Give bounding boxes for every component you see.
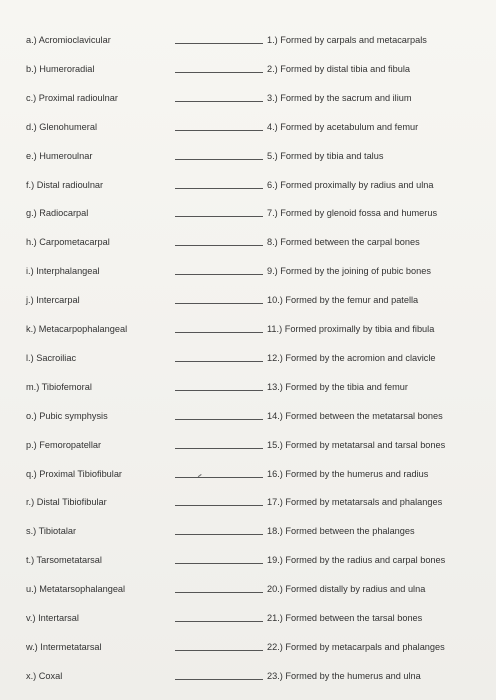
- matching-row: [0, 550, 496, 570]
- joint-term: d.) Glenohumeral: [26, 121, 97, 132]
- joint-definition: 22.) Formed by metacarpals and phalanges: [267, 641, 445, 652]
- joint-definition: 2.) Formed by distal tibia and fibula: [267, 63, 410, 74]
- matching-row: [0, 232, 496, 252]
- joint-term: e.) Humeroulnar: [26, 150, 93, 161]
- joint-definition: 11.) Formed proximally by tibia and fibula: [267, 324, 435, 334]
- joint-definition: 15.) Formed by metatarsal and tarsal bones: [267, 439, 446, 450]
- matching-row: [0, 608, 496, 628]
- joint-definition: 23.) Formed by the humerus and ulna: [267, 670, 421, 681]
- joint-definition: 4.) Formed by acetabulum and femur: [267, 121, 419, 132]
- joint-term: t.) Tarsometatarsal: [26, 555, 102, 566]
- matching-row: [0, 117, 496, 137]
- matching-row: [0, 88, 496, 108]
- answer-blank[interactable]: [175, 130, 263, 131]
- joint-term: g.) Radiocarpal: [26, 208, 89, 219]
- matching-row: [0, 203, 496, 223]
- joint-definition: 18.) Formed between the phalanges: [267, 526, 415, 537]
- matching-row: [0, 435, 496, 455]
- answer-blank[interactable]: [175, 621, 263, 622]
- joint-definition: 13.) Formed by the tibia and femur: [267, 381, 408, 392]
- joint-definition: 3.) Formed by the sacrum and ilium: [267, 92, 412, 103]
- joint-term: m.) Tibiofemoral: [26, 381, 92, 392]
- answer-blank[interactable]: [175, 159, 263, 160]
- answer-blank[interactable]: [175, 592, 263, 593]
- joint-term: j.) Intercarpal: [26, 295, 80, 306]
- matching-row: [0, 261, 496, 281]
- joint-term: q.) Proximal Tibiofibular: [26, 468, 122, 479]
- answer-blank[interactable]: [175, 679, 263, 680]
- joint-definition: 8.) Formed between the carpal bones: [267, 237, 420, 248]
- answer-blank[interactable]: [175, 216, 263, 217]
- joint-term: x.) Coxal: [26, 670, 63, 681]
- joint-term: r.) Distal Tibiofibular: [26, 497, 107, 508]
- joint-definition: 19.) Formed by the radius and carpal bones: [267, 555, 446, 566]
- matching-row: [0, 175, 496, 195]
- answer-blank[interactable]: [175, 245, 263, 246]
- matching-row: [0, 666, 496, 686]
- matching-row: [0, 579, 496, 599]
- joint-definition: 20.) Formed distally by radius and ulna: [267, 584, 426, 595]
- matching-row: [0, 637, 496, 657]
- matching-row: [0, 30, 496, 50]
- joint-definition: 5.) Formed by tibia and talus: [267, 150, 384, 161]
- matching-row: [0, 290, 496, 310]
- joint-definition: 21.) Formed between the tarsal bones: [267, 613, 423, 623]
- joint-term: u.) Metatarsophalangeal: [26, 584, 126, 595]
- answer-blank[interactable]: [175, 188, 263, 189]
- joint-definition: 12.) Formed by the acromion and clavicle: [267, 352, 436, 363]
- joint-term: o.) Pubic symphysis: [26, 410, 108, 421]
- joint-definition: 1.) Formed by carpals and metacarpals: [267, 35, 427, 45]
- answer-blank[interactable]: [175, 72, 263, 73]
- answer-blank[interactable]: [175, 505, 263, 506]
- answer-blank[interactable]: [175, 43, 263, 44]
- matching-row: [0, 406, 496, 426]
- answer-blank[interactable]: [175, 563, 263, 564]
- joint-term: s.) Tibiotalar: [26, 526, 77, 537]
- matching-row: [0, 319, 496, 339]
- joint-definition: 17.) Formed by metatarsals and phalanges: [267, 497, 443, 508]
- matching-row: [0, 146, 496, 166]
- answer-blank[interactable]: [175, 361, 263, 362]
- joint-term: l.) Sacroiliac: [26, 352, 77, 363]
- answer-blank[interactable]: [175, 419, 263, 420]
- joint-definition: 16.) Formed by the humerus and radius: [267, 468, 429, 479]
- joint-term: c.) Proximal radioulnar: [26, 92, 118, 103]
- joint-definition: 14.) Formed between the metatarsal bones: [267, 410, 443, 421]
- answer-blank[interactable]: [175, 390, 263, 391]
- answer-blank[interactable]: [175, 448, 263, 449]
- matching-row: [0, 464, 496, 484]
- answer-blank[interactable]: [175, 101, 263, 102]
- matching-row: [0, 59, 496, 79]
- matching-row: [0, 521, 496, 541]
- joint-term: a.) Acromioclavicular: [26, 35, 111, 45]
- joint-definition: 10.) Formed by the femur and patella: [267, 295, 419, 306]
- answer-blank[interactable]: [175, 650, 263, 651]
- answer-blank[interactable]: [175, 534, 263, 535]
- joint-term: v.) Intertarsal: [26, 613, 79, 623]
- joint-term: f.) Distal radioulnar: [26, 179, 104, 190]
- joint-term: i.) Interphalangeal: [26, 266, 100, 277]
- joint-term: h.) Carpometacarpal: [26, 237, 110, 248]
- joint-term: p.) Femoropatellar: [26, 439, 102, 450]
- joint-definition: 6.) Formed proximally by radius and ulna: [267, 179, 434, 190]
- matching-row: [0, 348, 496, 368]
- joint-term: b.) Humeroradial: [26, 63, 95, 74]
- joint-term: w.) Intermetatarsal: [26, 641, 102, 652]
- joint-definition: 9.) Formed by the joining of pubic bones: [267, 266, 431, 277]
- matching-row: [0, 492, 496, 512]
- answer-blank[interactable]: [175, 274, 263, 275]
- answer-blank[interactable]: [175, 332, 263, 333]
- answer-blank[interactable]: [175, 477, 263, 478]
- matching-row: [0, 377, 496, 397]
- joint-term: k.) Metacarpophalangeal: [26, 324, 128, 334]
- joint-definition: 7.) Formed by glenoid fossa and humerus: [267, 208, 438, 219]
- answer-blank[interactable]: [175, 303, 263, 304]
